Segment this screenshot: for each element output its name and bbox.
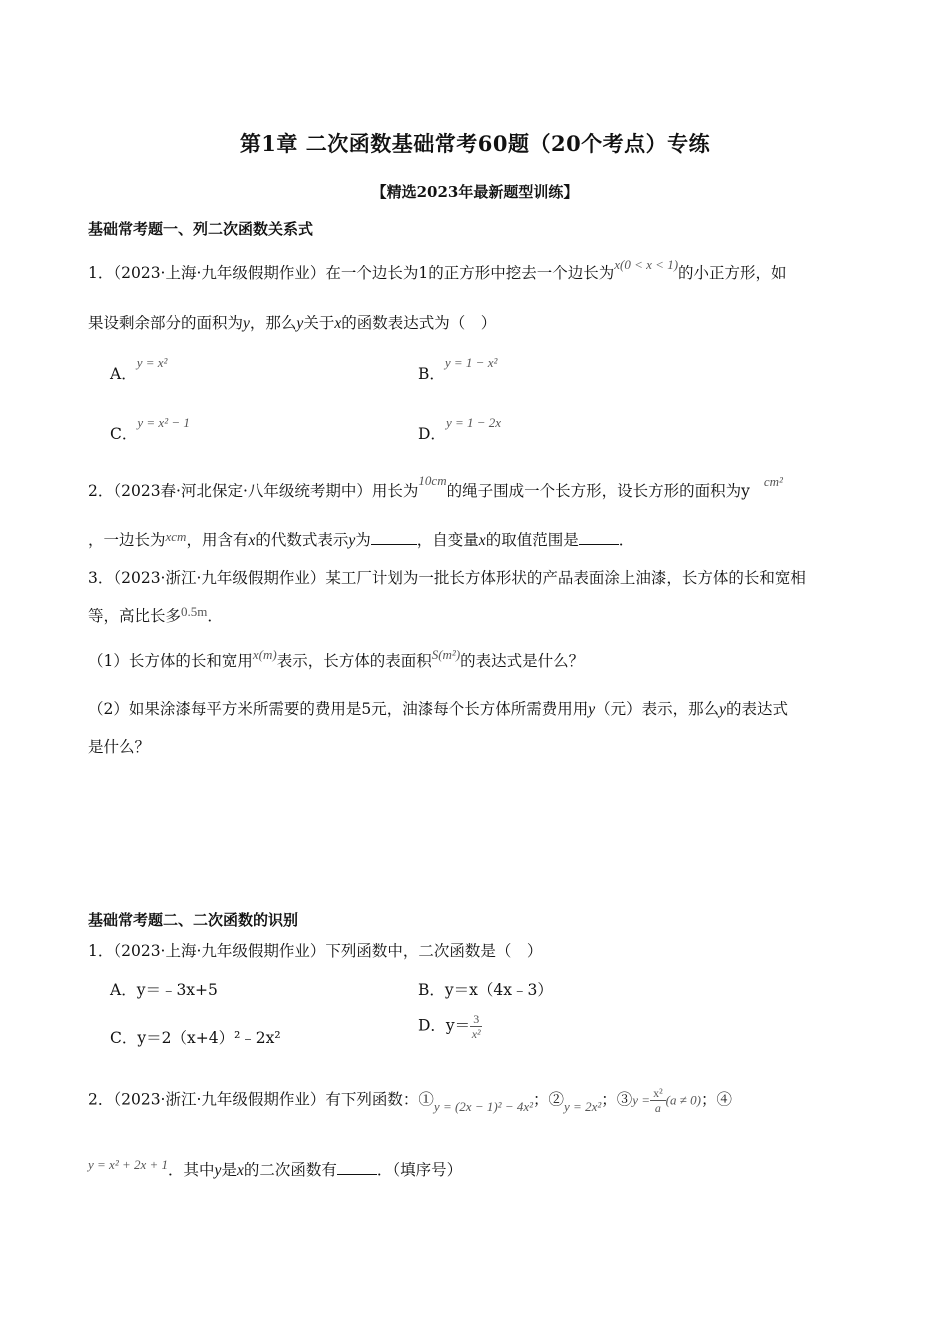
q1-3-line2	[88, 606, 223, 627]
q1-3-text-b: ．	[207, 607, 223, 625]
q1-3-part1	[88, 647, 585, 672]
q1-1-math-x: x(0 < x < 1)	[614, 257, 679, 272]
var-x: x	[334, 315, 342, 332]
q1-1-text-d: ，那么	[249, 314, 297, 332]
q1-3-part2	[88, 699, 788, 720]
option-label: D．y＝	[418, 1016, 471, 1035]
var-y: y	[348, 532, 356, 549]
q1-2-text-g: ，自变量	[416, 531, 479, 549]
option-formula: y = x²	[136, 355, 168, 370]
q1-1-text-b: 的小正方形，如	[678, 264, 787, 282]
q2-2-text-d: 的二次函数有	[243, 1161, 337, 1179]
q1-1-text-a: 1．（2023·上海·九年级假期作业）在一个边长为1的正方形中挖去一个边长为	[88, 264, 615, 282]
q1-2-math-unit: cm²	[763, 474, 783, 489]
q1-3-math-xm: x(m)	[252, 647, 277, 662]
var-y: y	[243, 315, 250, 332]
option-label: B．	[418, 365, 445, 383]
separator: ；④	[700, 1090, 732, 1109]
formula-1: y = (2x − 1)² − 4x²	[433, 1098, 534, 1114]
option-formula: y = x² − 1	[137, 415, 190, 430]
answer-blank-3[interactable]	[337, 1160, 377, 1175]
formula-3-lhs: y =	[632, 1092, 651, 1108]
fraction-numerator: 3	[470, 1012, 482, 1027]
q2-2-text-a: 2．（2023·浙江·九年级假期作业）有下列函数：①	[88, 1090, 434, 1109]
q1-3-text-g: （元）表示，那么	[595, 700, 720, 718]
q1-2-math-x: xcm	[165, 529, 187, 544]
q1-3-text-h: 的表达式	[726, 700, 789, 718]
fraction	[470, 1012, 482, 1041]
q1-2-text-c: ，一边长为	[88, 531, 166, 549]
q1-1-option-b[interactable]	[418, 355, 498, 384]
var-y: y	[296, 315, 304, 332]
formula-3-condition: (a ≠ 0)	[665, 1092, 701, 1108]
q1-2-math-len: 10cm	[418, 473, 447, 488]
q1-3-math-s: S(m²)	[431, 647, 461, 662]
page-subtitle: 【精选2023年最新题型训练】	[371, 183, 579, 201]
q2-1-option-a[interactable]: A．y＝﹣3x+5	[110, 981, 218, 999]
q1-2-text-b: 的绳子围成一个长方形，设长方形的面积为y	[446, 482, 750, 500]
q2-2-line1	[88, 1086, 732, 1115]
var-y: y	[214, 1162, 222, 1179]
var-x: x	[248, 532, 256, 549]
option-label: D．	[418, 425, 446, 443]
q1-3-text-a: 等，高比长多	[88, 607, 182, 625]
q2-1-option-b[interactable]: B．y＝x（4x﹣3）	[418, 981, 553, 999]
q1-1-text-f: 的函数表达式为（ ）	[341, 314, 497, 332]
q2-2-text-e: ．（填序号）	[376, 1161, 463, 1179]
option-label: C．	[110, 425, 138, 443]
section-heading-1: 基础常考题一、列二次函数关系式	[88, 220, 314, 238]
q1-1-line2	[88, 313, 496, 334]
q1-2-text-f: 为	[355, 531, 371, 549]
section-heading-2: 基础常考题二、二次函数的识别	[88, 911, 299, 929]
q1-1-line1	[88, 257, 787, 284]
formula-2: y = 2x²	[564, 1098, 602, 1114]
option-label: A．	[110, 365, 137, 383]
q2-2-text-c: 是	[221, 1161, 237, 1179]
q1-1-text-c: 果设剩余部分的面积为	[88, 314, 244, 332]
q1-3-text-d: 表示，长方体的表面积	[276, 652, 432, 670]
q1-2-text-h: 的取值范围是	[485, 531, 579, 549]
var-y: y	[719, 701, 727, 718]
fraction-denominator: x²	[471, 1027, 481, 1041]
q2-1-option-d[interactable]	[418, 1012, 482, 1041]
q1-2-line2	[88, 530, 634, 551]
var-y: y	[588, 701, 596, 718]
q2-2-text-b: ．其中	[168, 1161, 215, 1179]
answer-blank-1[interactable]	[371, 530, 417, 545]
q1-3-part2-line2: 是什么？	[88, 738, 151, 756]
q1-2-text-d: ，用含有	[186, 531, 249, 549]
q1-2-line1	[88, 473, 783, 502]
page-title: 第1章 二次函数基础常考60题（20个考点）专练	[239, 131, 711, 156]
separator: ；③	[601, 1090, 633, 1109]
q2-2-line2	[88, 1157, 463, 1181]
q2-1-option-c[interactable]: C．y＝2（x+4）²﹣2x²	[110, 1029, 281, 1047]
q1-2-text-e: 的代数式表示	[255, 531, 349, 549]
q1-3-line1: 3．（2023·浙江·九年级假期作业）某工厂计划为一批长方体形状的产品表面涂上油漆，长方体的长和宽相	[88, 569, 806, 587]
q1-2-text-i: ．	[618, 531, 635, 549]
fraction-denominator: a	[654, 1101, 661, 1115]
option-formula: y = 1 − 2x	[445, 415, 502, 430]
q1-3-text-e: 的表达式是什么？	[460, 652, 585, 670]
q1-2-text-a: 2．（2023春·河北保定·八年级统考期中）用长为	[88, 482, 419, 500]
q1-3-math-h: 0.5m	[181, 604, 208, 619]
separator: ；②	[533, 1090, 565, 1109]
q1-1-option-c[interactable]	[110, 415, 190, 444]
q1-1-text-e: 关于	[303, 314, 335, 332]
var-x: x	[478, 532, 486, 549]
answer-blank-2[interactable]	[579, 530, 619, 545]
option-formula: y = 1 − x²	[444, 355, 498, 370]
var-x: x	[236, 1162, 244, 1179]
q1-1-option-d[interactable]	[418, 415, 502, 444]
q2-1-line1: 1．（2023·上海·九年级假期作业）下列函数中，二次函数是（ ）	[88, 942, 543, 960]
fraction-numerator: x²	[650, 1086, 666, 1101]
q1-3-text-f: （2）如果涂漆每平方米所需要的费用是5元，油漆每个长方体所需费用用	[88, 700, 589, 718]
q1-3-text-c: （1）长方体的长和宽用	[88, 652, 253, 670]
q1-1-option-a[interactable]	[110, 355, 168, 384]
formula-3-fraction	[650, 1086, 666, 1115]
formula-4: y = x² + 2x + 1	[88, 1157, 169, 1172]
